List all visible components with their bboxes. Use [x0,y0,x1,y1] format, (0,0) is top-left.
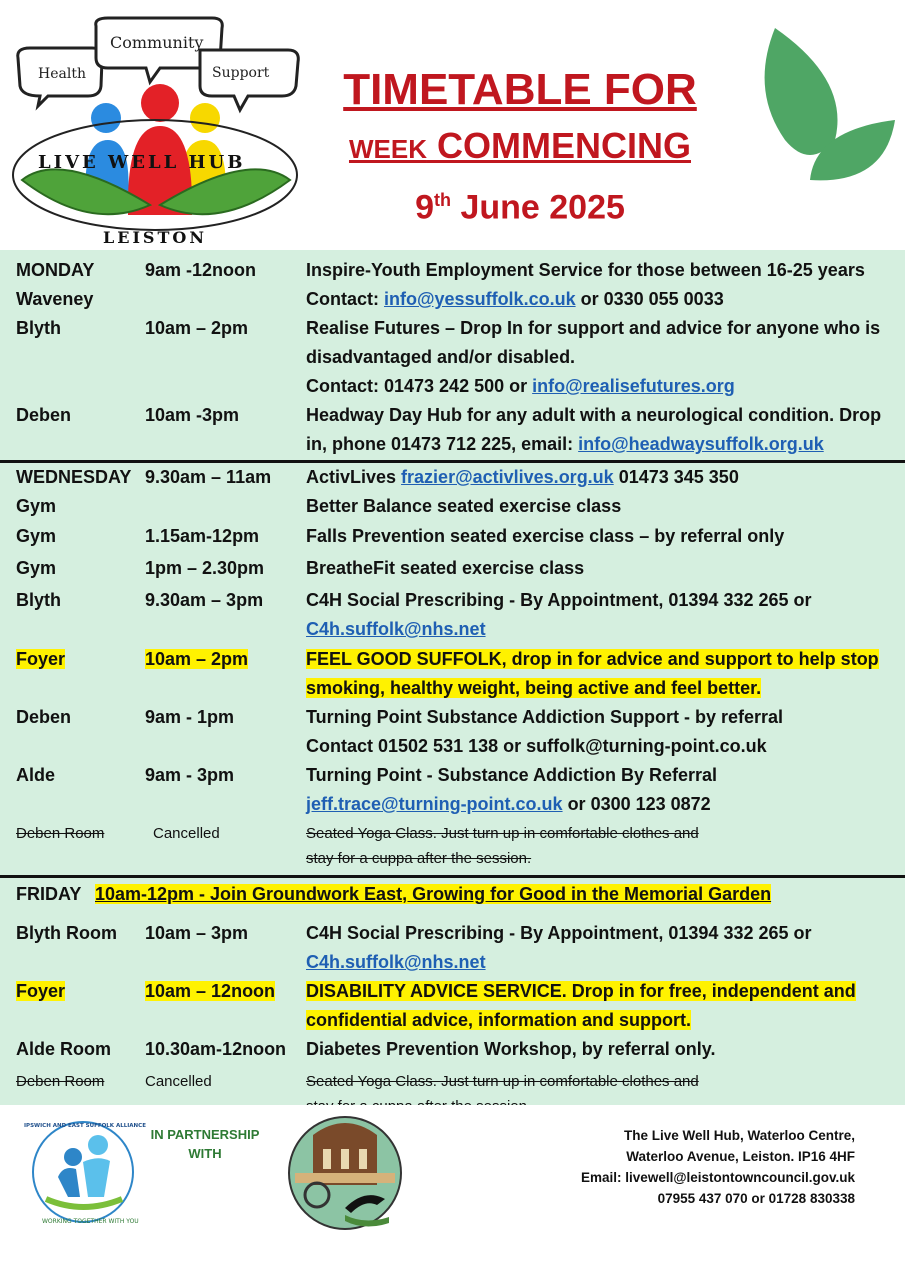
footer [0,1105,905,1280]
row-text: or 0330 055 0033 [575,289,724,309]
email-link[interactable]: frazier@activlives.org.uk [401,467,614,487]
row-room: Alde [16,765,56,785]
row-room: Blyth [16,590,61,610]
row-text: in, phone 01473 712 225, email: [306,434,579,454]
row-description [306,463,904,492]
email-link[interactable]: C4h.suffolk@nhs.net [306,619,486,639]
row-description: Better Balance seated exercise class [306,496,622,516]
email-link[interactable]: info@headwaysuffolk.org.uk [578,434,824,454]
row-time: 10.30am-12noon [145,1039,287,1059]
row-time [145,977,305,1006]
row-description: BreatheFit seated exercise class [306,558,585,578]
title-line-2 [300,118,740,177]
header [0,0,905,250]
email-line [581,1167,855,1188]
row-description: C4H Social Prescribing - By Appointment, 01394 332 265 or [306,590,812,610]
row-room: Alde Room [16,1039,112,1059]
row-text: Foyer [16,649,66,669]
row-text: or 0300 123 0872 [562,794,711,814]
title-line-1: TIMETABLE FOR [343,65,697,114]
partnership-text [140,1125,270,1163]
row-description: disadvantaged and/or disabled. [306,347,576,367]
row-description [306,615,904,644]
friday-banner [95,880,771,909]
email-link[interactable]: livewell@leistontowncouncil.gov.uk [625,1170,855,1185]
bubble-community-text: Community [110,33,204,52]
row-description: Turning Point - Substance Addiction By Referral [306,765,718,785]
email-label: Email: [581,1170,622,1185]
row-time: 9.30am – 11am [145,467,272,487]
row-description: C4H Social Prescribing - By Appointment, 01394 332 265 or [306,923,812,943]
leiston-town-council-logo [285,1113,405,1233]
contact-address [581,1125,855,1209]
bubble-support-text: Support [212,65,270,81]
title-commencing-text: COMMENCING [437,125,691,166]
row-time: 1pm – 2.30pm [145,558,265,578]
row-time: 9.30am – 3pm [145,590,264,610]
row-room: Blyth Room [16,923,117,943]
row-description [306,790,904,819]
row-description: Headway Day Hub for any adult with a neurological condition. Drop [306,405,882,425]
section-divider [0,875,905,878]
row-room: Deben [16,405,72,425]
row-description: Inspire-Youth Employment Service for those between 16-25 years [306,260,865,280]
row-description: Falls Prevention seated exercise class – by referral only [306,526,785,546]
email-link[interactable]: C4h.suffolk@nhs.net [306,952,486,972]
row-description: Realise Futures – Drop In for support and advice for anyone who is [306,318,881,338]
row-text: 10am-12pm - Join Groundwork East, Growing for Good in the Memorial Garden [95,884,772,904]
live-well-hub-logo [0,0,300,250]
alliance-tagline-text: WORKING TOGETHER WITH YOU [42,1218,139,1225]
row-room: Gym [16,496,57,516]
leaf-icon [755,20,905,190]
row-room: Gym [16,526,57,546]
row-description [306,430,904,459]
phone-numbers: 07955 437 070 or 01728 830338 [657,1191,855,1206]
row-description [306,1006,904,1035]
address-line-2: Waterloo Avenue, Leiston. IP16 4HF [626,1149,855,1164]
row-text: DISABILITY ADVICE SERVICE. Drop in for free, independent and [306,981,856,1001]
row-description: stay for a cuppa after the session. [306,850,532,867]
row-room: Deben [16,707,72,727]
row-description [306,285,904,314]
title-date-rest: June 2025 [460,188,625,227]
row-text: Foyer [16,981,66,1001]
row-description: Seated Yoga Class. Just turn up in comfortable clothes and [306,1073,699,1090]
row-text: Contact: [306,289,384,309]
logo-name-text: LIVE WELL HUB [38,152,246,173]
title-date-suffix: th [434,190,451,210]
row-description [306,674,904,703]
row-text: 01473 345 350 [613,467,739,487]
row-room: Waveney [16,289,94,309]
partnership-line-1: IN PARTNERSHIP [150,1127,260,1142]
alliance-logo [18,1117,148,1227]
row-description [306,948,904,977]
row-description [306,977,904,1006]
row-room: Blyth [16,318,61,338]
row-room: Gym [16,558,57,578]
row-description [306,645,904,674]
row-time: 9am - 1pm [145,707,235,727]
row-time: 10am – 3pm [145,923,249,943]
row-text: 10am – 2pm [145,649,249,669]
row-text: 10am – 12noon [145,981,276,1001]
bubble-health-text: Health [38,66,86,82]
alliance-name-text: IPSWICH AND EAST SUFFOLK ALLIANCE [24,1123,146,1129]
row-description [306,372,904,401]
title-date [300,177,740,230]
row-room: Deben Room [16,825,105,842]
row-description: Turning Point Substance Addiction Support - by referral [306,707,784,727]
row-description: Seated Yoga Class. Just turn up in comfortable clothes and [306,825,699,842]
row-room: FRIDAY [16,884,82,904]
row-description: Contact 01502 531 138 or suffolk@turning-point.co.uk [306,736,767,756]
row-text: FEEL GOOD SUFFOLK, drop in for advice and support to help stop [306,649,879,669]
row-time [145,645,305,674]
row-room: Deben Room [16,1073,105,1090]
row-room [16,645,144,674]
row-time: 1.15am-12pm [145,526,260,546]
address-line-1: The Live Well Hub, Waterloo Centre, [623,1128,855,1143]
email-link[interactable]: info@yessuffolk.co.uk [384,289,576,309]
title-week-text: WEEK [348,134,427,164]
row-room [16,977,144,1006]
row-time: 10am – 2pm [145,318,249,338]
row-description: Diabetes Prevention Workshop, by referral only. [306,1039,716,1059]
row-status: Cancelled [153,825,220,842]
title-date-day: 9 [415,188,434,227]
row-status: Cancelled [145,1073,212,1090]
row-time: 10am -3pm [145,405,240,425]
row-room: WEDNESDAY [16,467,132,487]
row-time: 9am - 3pm [145,765,235,785]
page-title [300,62,740,230]
row-text: confidential advice, information and support. [306,1010,692,1030]
email-link[interactable]: jeff.trace@turning-point.co.uk [306,794,563,814]
row-room: MONDAY [16,260,95,280]
email-link[interactable]: info@realisefutures.org [532,376,735,396]
row-text: Contact: 01473 242 500 or [306,376,533,396]
logo-town-text: LEISTON [103,228,207,247]
row-time: 9am -12noon [145,260,257,280]
row-text: smoking, healthy weight, being active and feel better. [306,678,762,698]
row-text: ActivLives [306,467,402,487]
partnership-line-2: WITH [188,1146,222,1161]
schedule-panel [0,250,905,1105]
